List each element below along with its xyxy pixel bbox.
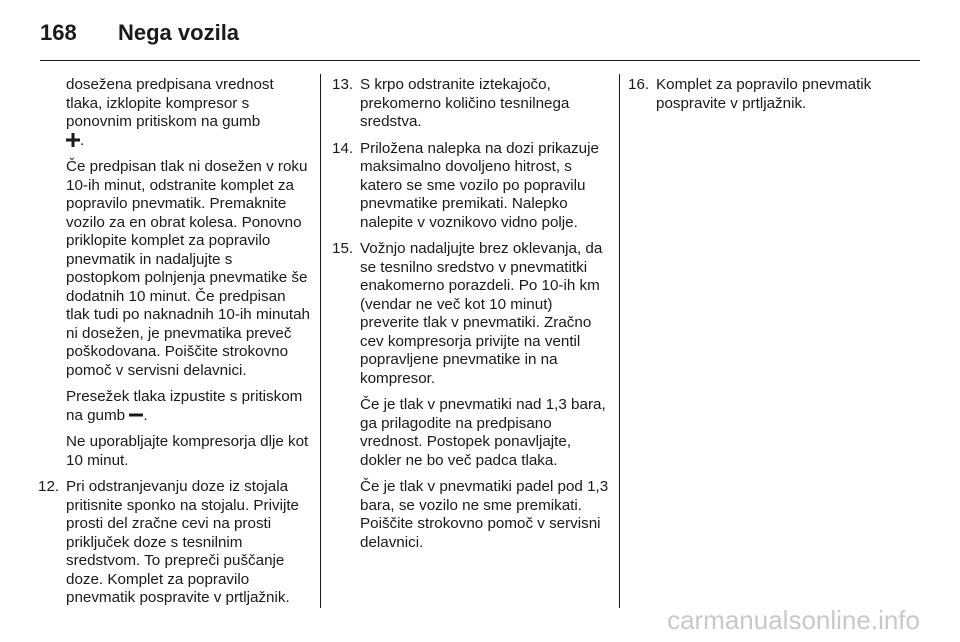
list-item-number: 14. bbox=[332, 139, 354, 157]
minus-icon bbox=[129, 410, 143, 420]
list-item-text: Pri odstranjevanju doze iz stojala pritisnite sponko na stojalu. Privijte prosti del zračne cevi na prosti priključek doze s tesnilnim sredstvom. To prepreči puščanje doze. Komplet za popravilo pnevmatik pospravite v prtljažnik. bbox=[66, 478, 299, 606]
paragraph-excess-pressure: Presežek tlaka izpustite s pritiskom na gumb . bbox=[66, 388, 303, 424]
page-number: 168 bbox=[40, 20, 77, 45]
list-item-16 bbox=[628, 76, 898, 113]
column-divider-1 bbox=[320, 74, 321, 608]
column-1 bbox=[38, 76, 310, 616]
list-item-text: Vožnjo nadaljujte brez oklevanja, da se tesnilno sredstvo v pnevmatitki enakomerno porazdeli. Po 10-ih km (vendar ne več kot 10 minut) preverite tlak v pnevmatiki. Zračno cev kompresorja privijte na ventil popravljene pnevmatike in na kompresor. bbox=[360, 240, 603, 387]
list-item-number: 15. bbox=[332, 240, 354, 257]
header-divider bbox=[40, 60, 920, 61]
list-item-text: Komplet za popravilo pnevmatik pospravite v prtljažnik. bbox=[656, 76, 872, 112]
list-item-text: Če je tlak v pnevmatiki nad 1,3 bara, ga prilagodite na predpisano vrednost. Postopek ponavljajte, dokler ne bo več padca tlaka. bbox=[360, 396, 606, 469]
paragraph-pressure-not-reached: Če predpisan tlak ni dosežen v roku 10-ih minut, odstranite komplet za popravilo pnevmatik. Premaknite vozilo za en obrat kolesa. Ponovno priklopite komplet za popravilo pnevmatik in nadaljujte s postopkom polnjenja pnevmatike še dodatnih 10 minut. Če predpisan tlak tudi po naknadnih 10-ih minutah ni dosežen, je pnevmatika preveč poškodovana. Poiščite strokovno pomoč v servisni delavnici. bbox=[66, 158, 311, 379]
plus-icon bbox=[66, 133, 80, 147]
column-divider-2 bbox=[619, 74, 620, 608]
paragraph-compressor-limit: Ne uporabljajte kompresorja dlje kot 10 minut. bbox=[66, 433, 309, 469]
list-item-13 bbox=[332, 76, 610, 132]
page-header bbox=[40, 16, 920, 60]
section-title: Nega vozila bbox=[118, 20, 240, 45]
list-item-text: Priložena nalepka na dozi prikazuje maksimalno dovoljeno hitrost, s katero se sme vozilo po popravilu pnevmatike premikati. Nalepko nalepite v voznikovo vidno polje. bbox=[360, 139, 599, 231]
list-item-text: Če je tlak v pnevmatiki padel pod 1,3 bara, se vozilo ne sme premikati. Poiščite strokovno pomoč v servisni delavnici. bbox=[360, 478, 609, 551]
column-2 bbox=[332, 76, 610, 560]
list-item-15 bbox=[332, 240, 610, 552]
list-item-text: S krpo odstranite iztekajočo, prekomerno količino tesnilnega sredstva. bbox=[360, 76, 570, 130]
paragraph-continuation: dosežena predpisana vrednost tlaka, izklopite kompresor s ponovnim pritiskom na gumb . bbox=[66, 76, 274, 149]
column-3 bbox=[628, 76, 898, 121]
watermark: carmanualsonline.info bbox=[667, 605, 920, 635]
list-item-number: 12. bbox=[38, 478, 60, 495]
list-item-number: 13. bbox=[332, 76, 354, 93]
list-item-12 bbox=[38, 478, 310, 608]
list-item-14 bbox=[332, 140, 610, 233]
list-item-number: 16. bbox=[628, 76, 650, 93]
